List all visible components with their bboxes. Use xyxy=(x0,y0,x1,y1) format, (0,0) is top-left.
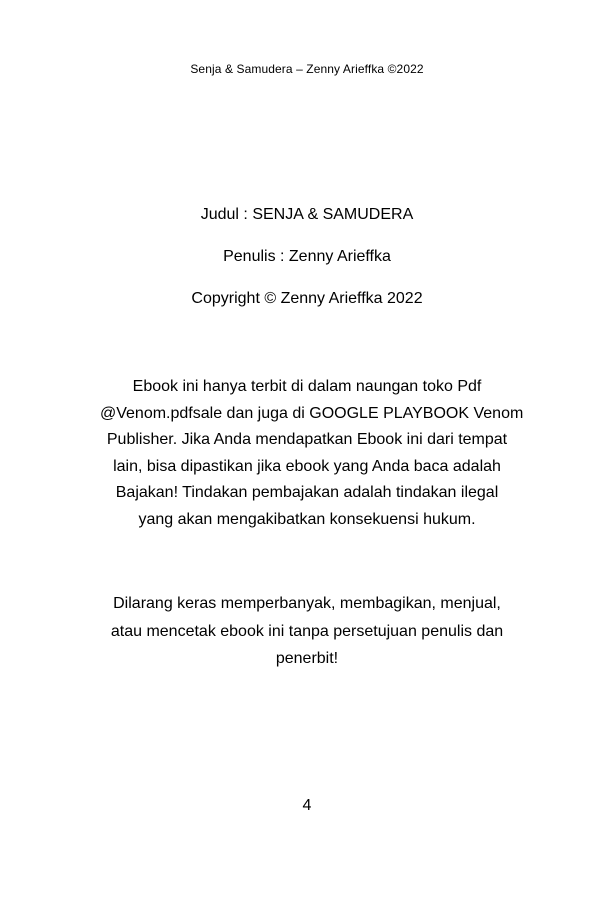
running-header: Senja & Samudera – Zenny Arieffka ©2022 xyxy=(190,62,424,76)
warning-line: penerbit! xyxy=(275,650,339,667)
warning-line: Dilarang keras memperbanyak, membagikan, menjual, xyxy=(113,595,501,612)
notice-line: yang akan mengakibatkan konsekuensi hukum. xyxy=(138,510,476,528)
notice-line: Ebook ini hanya terbit di dalam naungan toko Pdf xyxy=(132,378,482,395)
copy-warning xyxy=(90,590,524,673)
book-info xyxy=(0,205,614,331)
page-number: 4 xyxy=(302,797,312,814)
author-line: Penulis : Zenny Arieffka xyxy=(223,248,391,265)
notice-line: Bajakan! Tindakan pembajakan adalah tindakan ilegal xyxy=(115,484,499,502)
book-title-line: Judul : SENJA & SAMUDERA xyxy=(200,206,414,223)
notice-line: lain, bisa dipastikan jika ebook yang Anda baca adalah xyxy=(113,457,501,475)
notice-line: @Venom.pdfsale dan juga di GOOGLE PLAYBOOK Venom xyxy=(100,404,524,422)
warning-line: atau mencetak ebook ini tanpa persetujuan penulis dan xyxy=(110,622,504,640)
notice-line: Publisher. Jika Anda mendapatkan Ebook ini dari tempat xyxy=(106,431,508,449)
distribution-notice xyxy=(100,374,524,534)
copyright-line: Copyright © Zenny Arieffka 2022 xyxy=(191,290,423,307)
